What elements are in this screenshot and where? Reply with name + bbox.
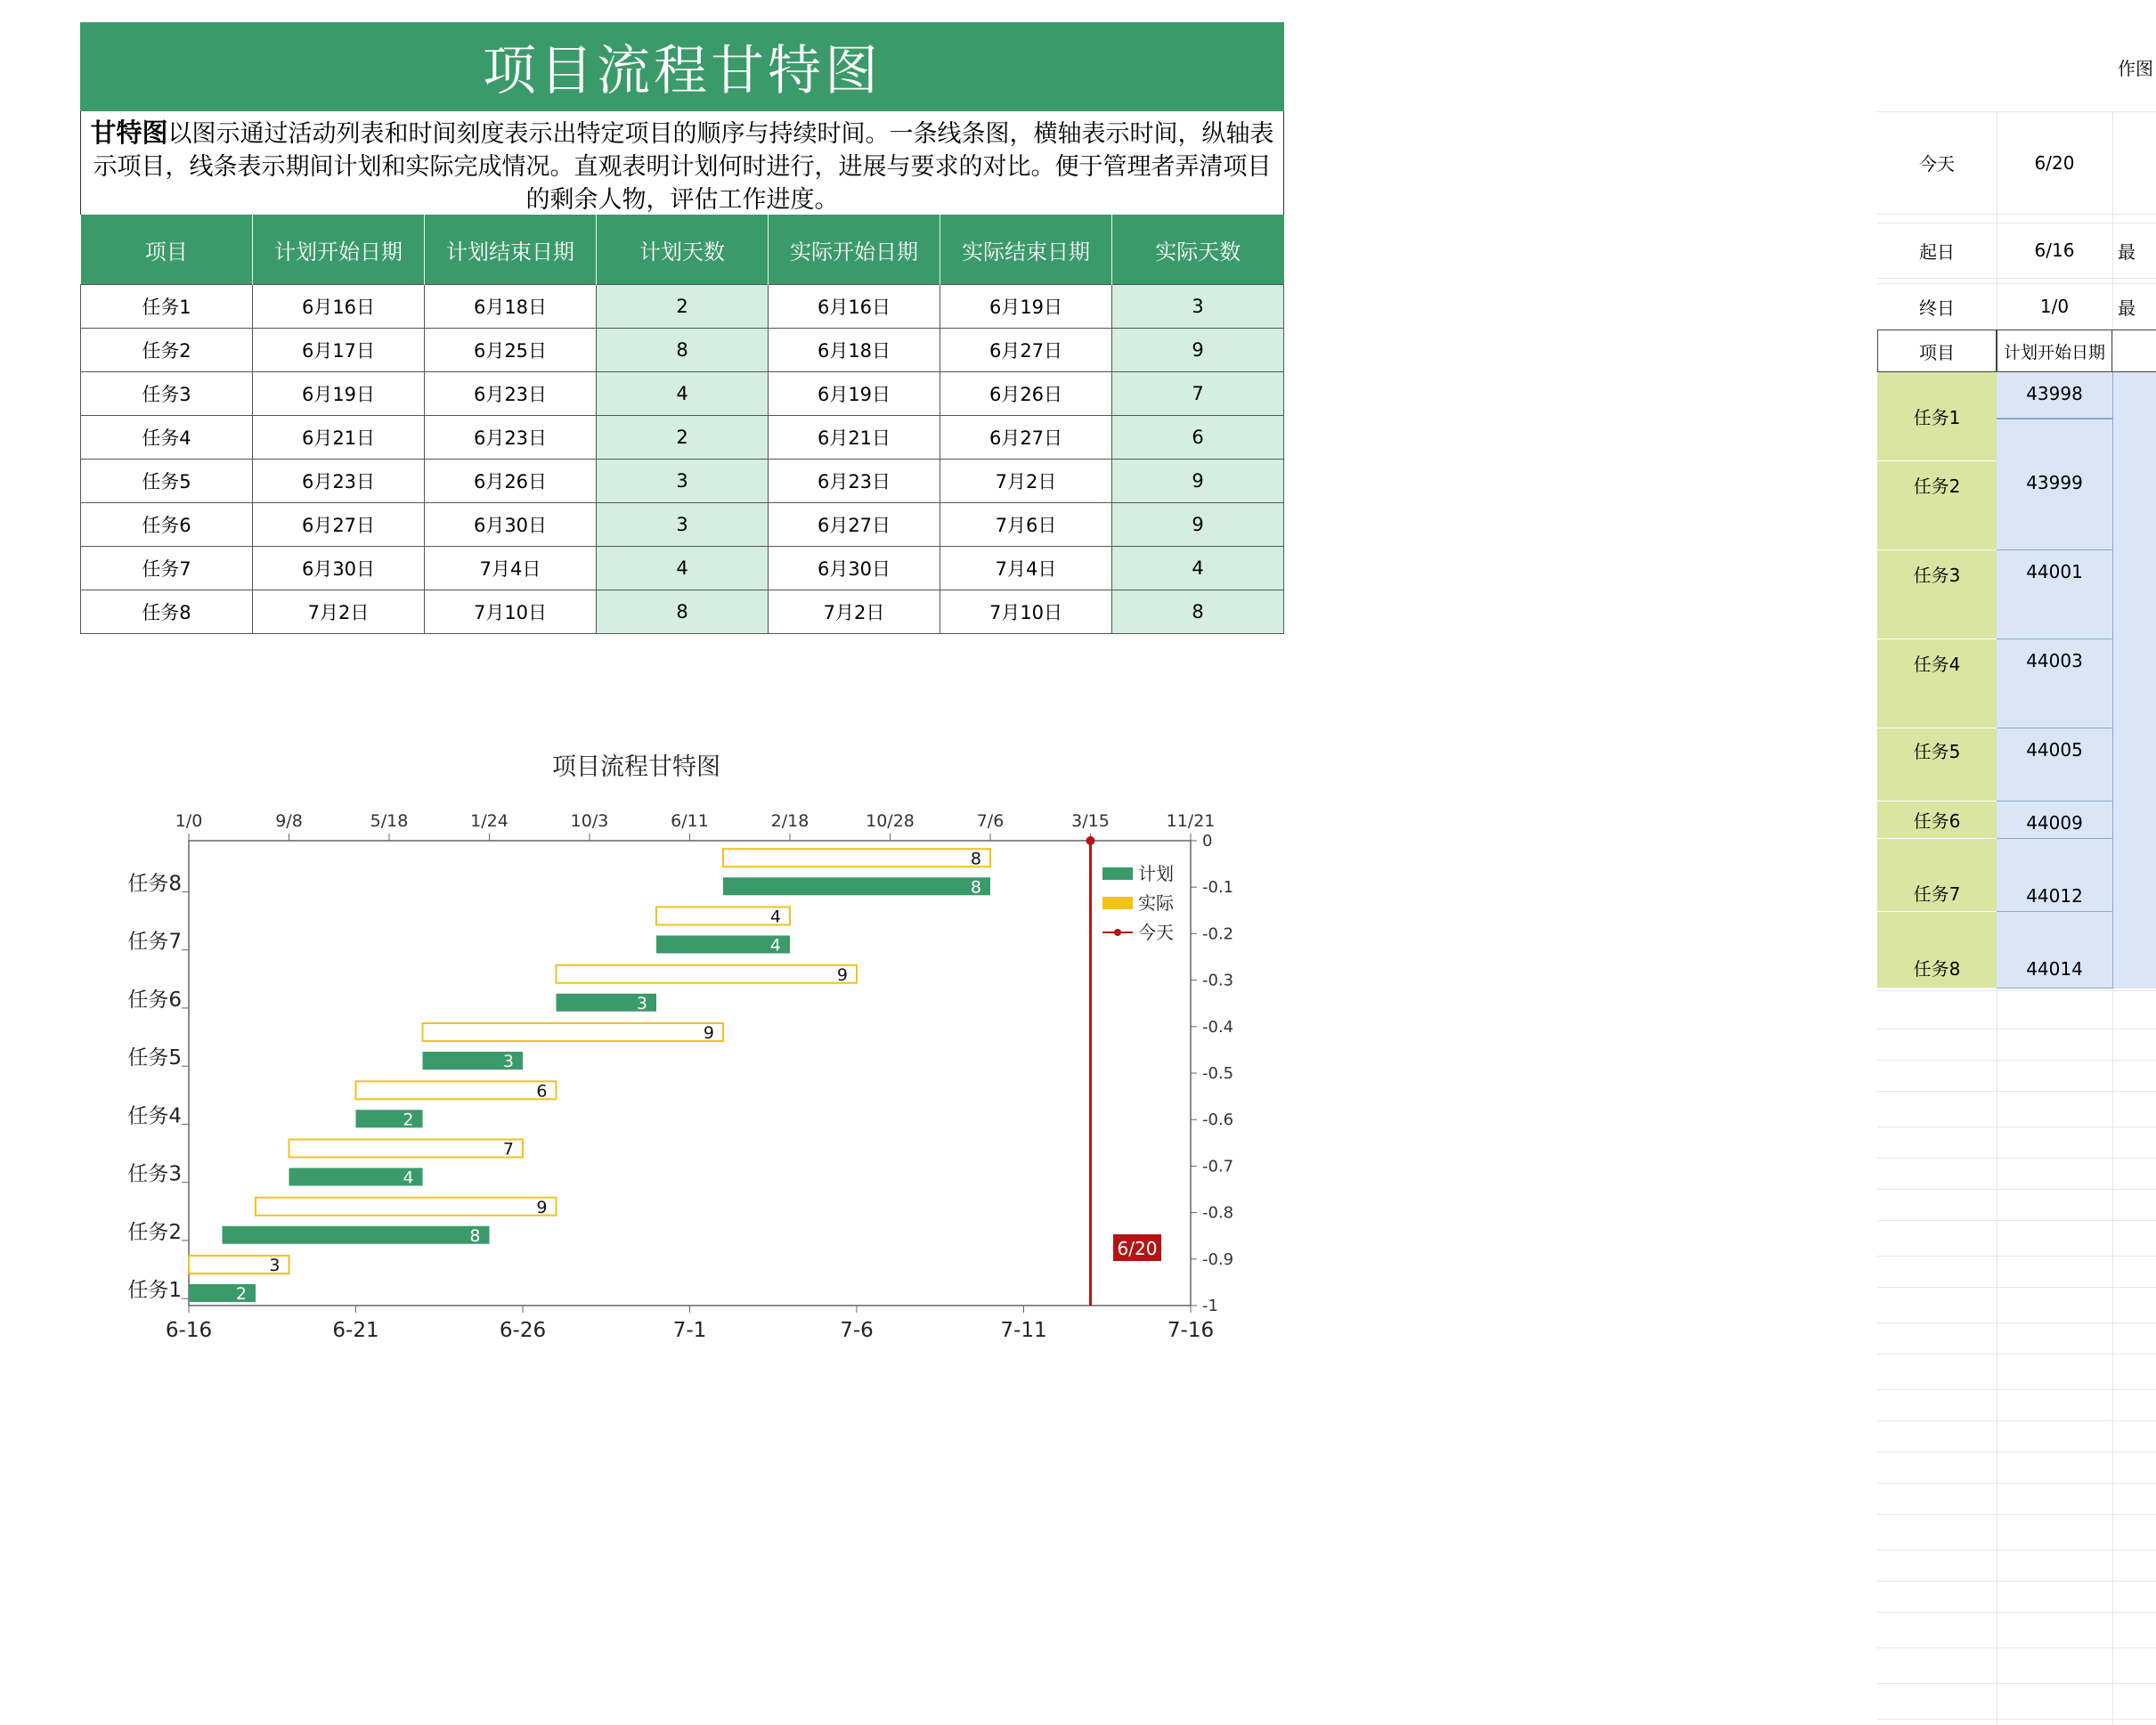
grid-line [1877,1581,2156,1582]
table-row [81,416,1284,460]
legend-swatch-plan [1102,867,1133,880]
panel-task-name[interactable]: 任务6 [1877,801,1997,839]
grid-line [1877,278,2156,279]
grid-line [1877,1322,2156,1323]
table-row [81,329,1284,372]
table-cell[interactable]: 6月17日 [253,329,425,372]
actual-bar-label: 7 [502,1139,514,1159]
panel-task-value-blank[interactable] [1997,419,2112,461]
sheet-title: 项目流程甘特图 [80,22,1284,111]
table-cell[interactable]: 7月4日 [940,547,1112,590]
table-cell[interactable]: 9 [1112,460,1284,503]
actual-bar-label: 9 [703,1023,714,1043]
panel-header-cell[interactable]: 计划开始日期 [1997,330,2112,372]
table-cell[interactable]: 9 [1112,503,1284,547]
legend-label-plan: 计划 [1138,863,1174,884]
category-label: 任务1 [127,1279,182,1303]
table-cell[interactable]: 3 [1112,285,1284,329]
panel-task-extra[interactable] [2112,639,2156,728]
panel-task-extra[interactable] [2112,372,2156,461]
y2-tick-label: -0.5 [1202,1064,1234,1083]
x-tick-label: 7-11 [1000,1319,1047,1342]
panel-task-value[interactable]: 43998 [1997,372,2112,419]
column-header[interactable]: 实际天数 [1112,215,1284,285]
table-row [81,285,1284,329]
x2-tick-label: 11/21 [1166,811,1216,831]
x-tick-label: 6-16 [165,1319,213,1342]
table-cell[interactable]: 4 [597,547,769,590]
panel-caption[interactable]: 作图 [2118,57,2153,79]
today-marker [1086,836,1095,845]
table-row [81,547,1284,590]
grid-line [1877,1158,2156,1159]
column-header[interactable]: 项目 [81,215,253,285]
table-cell[interactable]: 3 [597,503,769,547]
plan-bar-label: 3 [636,993,647,1013]
actual-bar-label: 6 [536,1081,548,1102]
y2-tick-label: -0.1 [1202,878,1234,898]
panel-row-value[interactable]: 6/20 [2034,151,2075,174]
y2-tick-label: -0.8 [1202,1203,1234,1223]
gantt-chart-svg [80,739,1265,1363]
x-tick-label: 6-26 [499,1319,547,1342]
panel-blank-cell[interactable] [1877,839,1997,875]
table-cell[interactable]: 任务7 [81,547,253,590]
table-cell[interactable]: 8 [1112,590,1284,634]
table-cell[interactable]: 7 [1112,372,1284,416]
table-cell[interactable]: 7月10日 [940,590,1112,634]
y2-tick-label: -0.6 [1202,1111,1234,1130]
plan-bar-label: 2 [235,1284,247,1304]
actual-bar-label: 9 [536,1197,548,1217]
table-cell[interactable]: 4 [597,372,769,416]
panel-row-label[interactable]: 终日 [1919,297,1955,319]
table-cell[interactable]: 2 [597,285,769,329]
column-header[interactable]: 计划结束日期 [425,215,597,285]
legend-label-actual: 实际 [1138,892,1174,914]
panel-task-value[interactable]: 43999 [1997,461,2112,550]
panel-row-extra[interactable]: 最 [2118,240,2136,263]
table-cell[interactable]: 6月30日 [769,547,940,590]
category-label: 任务3 [127,1162,182,1186]
table-cell[interactable]: 任务1 [81,285,253,329]
table-cell[interactable]: 任务8 [81,590,253,634]
grid-line [1877,1354,2156,1355]
panel-row-value[interactable]: 6/16 [2034,240,2075,261]
legend-label-today: 今天 [1138,922,1174,943]
y2-tick-label: -0.7 [1202,1157,1234,1176]
grid-line [1877,1719,2156,1720]
x2-tick-label: 10/28 [866,811,915,831]
sheet-description [80,111,1284,215]
grid-line [1877,1420,2156,1421]
plan-bar [723,877,990,898]
description-text: 以图示通过活动列表和时间刻度表示出特定项目的顺序与持续时间。一条线条图，横轴表示时间，纵轴表示项目，线条表示期间计划和实际完成情况。直观表明计划何时进行，进展与要求的对比。便于管理者弄清项目的剩余人物，评估工作进度。 [93,120,1274,214]
table-row [81,372,1284,416]
column-header[interactable]: 计划开始日期 [253,215,425,285]
x2-tick-label: 3/15 [1071,811,1110,831]
actual-bar [289,1140,524,1158]
table-cell[interactable]: 6月19日 [253,372,425,416]
plan-bar-label: 4 [403,1168,414,1188]
table-cell[interactable]: 6月27日 [940,329,1112,372]
legend-swatch-today-dot [1114,929,1121,936]
table-cell[interactable]: 6月19日 [940,285,1112,329]
helper-panel [1877,0,2156,1725]
grid-line [1877,1091,2156,1092]
panel-task-name[interactable]: 任务7 [1877,875,1997,912]
panel-task-value[interactable]: 44014 [1997,948,2112,989]
table-cell[interactable]: 6月23日 [253,460,425,503]
panel-task-name[interactable]: 任务4 [1877,639,1997,728]
grid-line [1877,1389,2156,1390]
y2-tick-label: -1 [1202,1297,1218,1315]
panel-task-extra[interactable] [2112,461,2156,550]
grid-line [1877,1060,2156,1061]
actual-bar [557,965,858,983]
panel-row-label[interactable]: 今天 [1919,153,1955,175]
y2-tick-label: 0 [1202,832,1213,850]
table-row [81,590,1284,634]
table-cell[interactable]: 6月18日 [769,329,940,372]
plan-bar-label: 3 [502,1052,514,1071]
column-header[interactable]: 实际结束日期 [940,215,1112,285]
table-cell[interactable]: 6 [1112,416,1284,460]
category-label: 任务2 [127,1220,182,1244]
panel-task-name[interactable]: 任务5 [1877,728,1997,801]
x2-tick-label: 10/3 [570,811,609,831]
y2-tick-label: -0.4 [1202,1017,1234,1037]
grid-line [1877,1287,2156,1288]
grid-line [1877,1189,2156,1190]
x2-tick-label: 2/18 [770,811,810,831]
table-row [81,503,1284,547]
table-cell[interactable]: 任务3 [81,372,253,416]
plan-bar-label: 8 [469,1225,481,1246]
table-cell[interactable]: 7月4日 [425,547,597,590]
table-cell[interactable]: 6月27日 [253,503,425,547]
table-cell[interactable]: 6月19日 [769,372,940,416]
today-badge-label: 6/20 [1117,1238,1158,1259]
table-cell[interactable]: 6月21日 [253,416,425,460]
table-cell[interactable]: 6月27日 [940,416,1112,460]
table-cell[interactable]: 8 [597,590,769,634]
x-tick-label: 6-21 [332,1319,379,1342]
panel-task-value[interactable]: 44012 [1997,875,2112,912]
category-label: 任务7 [127,930,182,954]
table-cell[interactable]: 7月6日 [940,503,1112,547]
actual-bar-label: 8 [970,849,981,869]
panel-blank-cell[interactable] [1997,839,2112,875]
panel-row-label[interactable]: 起日 [1919,240,1955,263]
column-header[interactable]: 实际开始日期 [769,215,940,285]
panel-row-value[interactable]: 1/0 [2039,296,2070,317]
panel-task-extra[interactable] [2112,728,2156,801]
panel-task-extra[interactable] [2112,801,2156,875]
actual-bar [423,1023,724,1041]
table-cell[interactable]: 6月23日 [769,460,940,503]
table-cell[interactable]: 6月23日 [425,372,597,416]
x-tick-label: 7-6 [840,1319,874,1342]
x2-tick-label: 1/0 [175,811,203,831]
table-row [81,460,1284,503]
table-cell[interactable]: 任务5 [81,460,253,503]
table-cell[interactable]: 6月30日 [253,547,425,590]
plan-bar [223,1226,490,1244]
panel-task-name[interactable]: 任务1 [1877,372,1997,461]
panel-task-extra[interactable] [2112,875,2156,948]
panel-task-name[interactable]: 任务2 [1877,461,1997,550]
table-cell[interactable]: 7月2日 [253,590,425,634]
panel-blank-cell[interactable] [1997,912,2112,948]
x2-tick-label: 5/18 [370,811,409,831]
table-cell[interactable]: 6月25日 [425,329,597,372]
x2-tick-label: 9/8 [275,811,303,831]
panel-header-cell[interactable]: 项目 [1877,330,1997,372]
table-cell[interactable]: 8 [597,329,769,372]
y2-tick-label: -0.3 [1202,971,1234,990]
grid-line [1877,1612,2156,1613]
table-cell[interactable]: 6月26日 [940,372,1112,416]
panel-task-value[interactable]: 44001 [1997,550,2112,639]
panel-task-value[interactable]: 44003 [1997,639,2112,728]
table-cell[interactable]: 7月2日 [940,460,1112,503]
category-label: 任务4 [127,1104,182,1128]
table-cell[interactable]: 6月23日 [425,416,597,460]
plan-bar-label: 2 [403,1110,414,1130]
table-cell[interactable]: 2 [597,416,769,460]
y2-tick-label: -0.9 [1202,1249,1234,1269]
panel-task-extra[interactable] [2112,948,2156,989]
chart-title: 项目流程甘特图 [552,753,720,781]
panel-task-name[interactable]: 任务3 [1877,550,1997,639]
task-table [80,215,1284,634]
grid-line [1877,1683,2156,1684]
grid-line [1877,1514,2156,1515]
table-cell[interactable]: 7月2日 [769,590,940,634]
table-cell[interactable]: 3 [597,460,769,503]
table-cell[interactable]: 6月16日 [253,285,425,329]
table-cell[interactable]: 任务6 [81,503,253,547]
grid-line [1877,1220,2156,1221]
category-label: 任务6 [127,988,182,1012]
panel-task-extra[interactable] [2112,550,2156,639]
category-label: 任务5 [127,1046,182,1070]
plan-bar-label: 8 [970,877,981,898]
table-cell[interactable]: 任务2 [81,329,253,372]
description-bold-term: 甘特图 [90,118,168,148]
panel-task-value[interactable]: 44009 [1997,801,2112,839]
legend-swatch-actual [1102,897,1133,909]
x-tick-label: 7-1 [672,1319,707,1342]
table-cell[interactable]: 6月16日 [769,285,940,329]
table-header-row [81,215,1284,285]
panel-row-extra[interactable]: 最 [2118,297,2136,319]
table-cell[interactable]: 6月21日 [769,416,940,460]
table-cell[interactable]: 7月10日 [425,590,597,634]
panel-blank-cell[interactable] [1877,912,1997,948]
gantt-chart[interactable] [80,739,1265,1363]
panel-task-value[interactable]: 44005 [1997,728,2112,801]
table-cell[interactable]: 4 [1112,547,1284,590]
column-header[interactable]: 计划天数 [597,215,769,285]
gantt-sheet [80,22,1284,634]
actual-bar [356,1081,557,1102]
grid-line [1877,214,2156,215]
table-body [81,285,1284,634]
table-cell[interactable]: 任务4 [81,416,253,460]
x2-tick-label: 1/24 [470,811,508,831]
table-cell[interactable]: 9 [1112,329,1284,372]
x-tick-label: 7-16 [1167,1319,1215,1342]
table-cell[interactable]: 6月27日 [769,503,940,547]
grid-line [1877,990,2156,991]
table-cell[interactable]: 6月30日 [425,503,597,547]
table-cell[interactable]: 6月18日 [425,285,597,329]
actual-bar-label: 3 [269,1256,281,1275]
actual-bar [723,849,990,867]
x2-tick-label: 7/6 [976,811,1005,831]
actual-bar [256,1198,557,1216]
y2-tick-label: -0.2 [1202,924,1234,944]
category-label: 任务8 [127,872,182,896]
plan-bar-label: 4 [769,935,781,956]
x2-tick-label: 6/11 [671,811,709,831]
table-cell[interactable]: 6月26日 [425,460,597,503]
grid-line [1877,1256,2156,1257]
panel-task-name[interactable]: 任务8 [1877,948,1997,989]
grid-line [1877,1483,2156,1484]
panel-header-cell[interactable] [2112,330,2156,372]
actual-bar-label: 9 [836,964,848,985]
actual-bar-label: 4 [769,907,781,927]
